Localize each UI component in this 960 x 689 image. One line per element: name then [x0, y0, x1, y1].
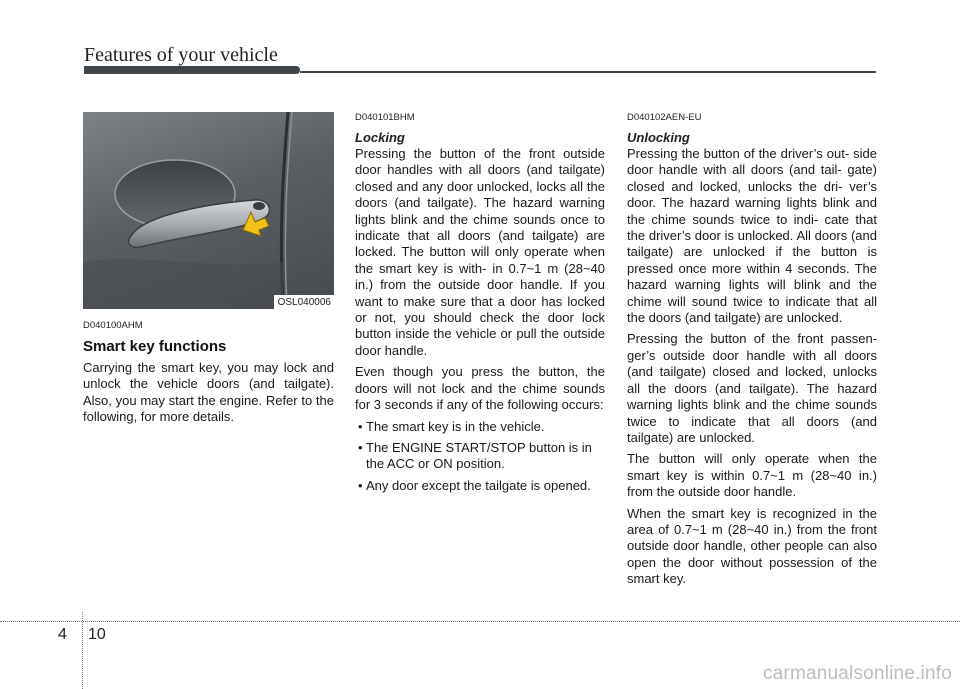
locking-paragraph: Pressing the button of the front outside door handles with all doors (and tailgate) closed and any door unlocked, locks all the doors (and tailgate). The hazard warning lights blink and the chime sounds once to indicate that all doors (and tailgate) are locked. The button will only operate when the smart key is with- in 0.7~1 m (28~40 in.) from the outside door handle. If you want to make sure that a door has locked or not, you should check the door lock button inside the vehicle or pull the outside door handle. [355, 146, 605, 358]
locking-conditions-list [355, 419, 605, 495]
unlocking-paragraph: When the smart key is recognized in the area of 0.7~1 m (28~40 in.) from the front outside door handle, other people can also open the door without possession of the smart key. [627, 505, 877, 587]
door-handle-figure [83, 112, 334, 309]
unlocking-paragraph: Pressing the button of the front passen- ger’s outside door handle with all doors (and tailgate) closed and locked, unlocks all the doors (and tailgate). The hazard warning lights blink and the chime sounds twice to indicate that all doors (and tailgate) are unlocked. [627, 331, 877, 445]
footer-divider-vertical [82, 612, 83, 689]
section-heading: Smart key functions [83, 338, 227, 355]
header-title: Features of your vehicle [84, 44, 278, 66]
column-right [627, 112, 877, 593]
section-code: D040100AHM [83, 320, 143, 331]
section-code: D040101BHM [355, 112, 415, 123]
locking-paragraph: Even though you press the button, the doors will not lock and the chime sounds for 3 seconds if any of the following occurs: [355, 364, 605, 413]
chapter-number: 4 [58, 626, 67, 643]
column-middle [355, 112, 605, 499]
door-handle-illustration [83, 112, 334, 309]
list-item: • The ENGINE START/STOP button is in the ACC or ON position. [355, 440, 605, 473]
list-item: • The smart key is in the vehicle. [355, 419, 605, 435]
locking-subheading: Locking [355, 130, 405, 145]
figure-label: OSL040006 [274, 295, 334, 309]
section-paragraph: Carrying the smart key, you may lock and unlock the vehicle doors (and tailgate). Also, you may start the engine. Refer to the following, for more details. [83, 360, 334, 425]
unlocking-paragraph: Pressing the button of the driver’s out- side door handle with all doors (and tail- gate) closed and locked, unlocks the dri- ver’s door. The hazard warning lights blink and the chime sounds twice to indi- cate that the driver’s door is unlocked. All doors (and tailgate) are unlocked if the button is pressed once more within 4 seconds. The hazard warning lights will blink and the chime will sound twice to indicate that all the doors (and tailgate) are unlocked. [627, 146, 877, 326]
section-code: D040102AEN-EU [627, 112, 702, 123]
page-number: 10 [88, 626, 106, 643]
unlocking-subheading: Unlocking [627, 130, 690, 145]
header-rule-thick [84, 66, 300, 74]
header-rule-thin [300, 71, 876, 73]
unlocking-paragraph: The button will only operate when the smart key is within 0.7~1 m (28~40 in.) from the outside door handle. [627, 451, 877, 500]
footer-divider-horizontal [0, 621, 960, 622]
column-left [83, 112, 334, 431]
list-item: • Any door except the tailgate is opened. [355, 478, 605, 494]
watermark: carmanualsonline.info [762, 663, 952, 684]
